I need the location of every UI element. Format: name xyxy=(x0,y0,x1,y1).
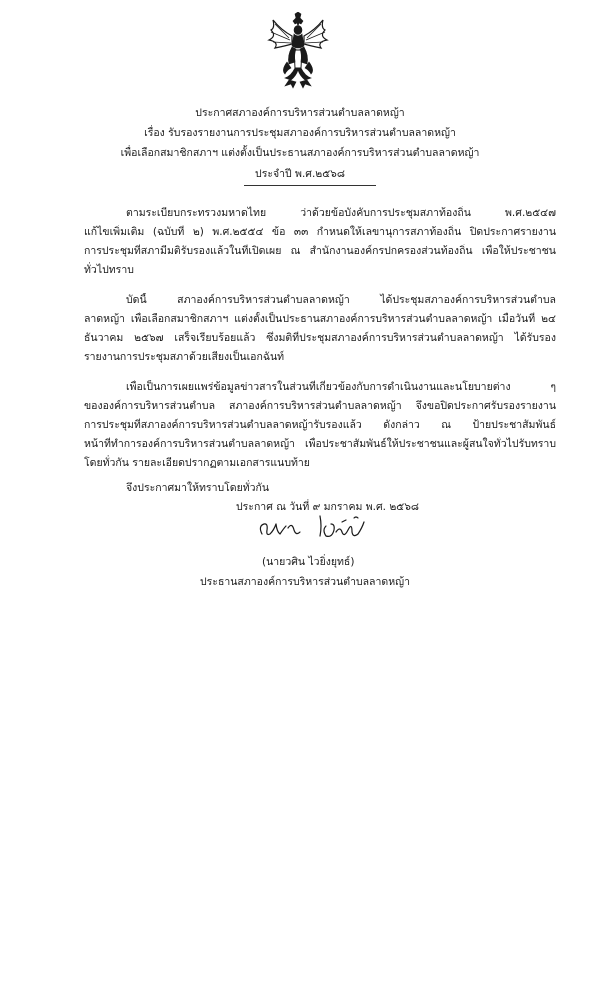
paragraph-1-line: การประชุมที่สภามีมติรับรองแล้วในที่เปิดเผย ณ สำนักงานองค์กรปกครองส่วนท้องถิ่น เพื่อให้ประชาชน xyxy=(84,245,556,257)
date-line: ประกาศ ณ วันที่ ๙ มกราคม พ.ศ. ๒๕๖๘ xyxy=(236,501,419,513)
paragraph-2-line: ธันวาคม ๒๕๖๗ เสร็จเรียบร้อยแล้ว ซึ่งมติที่ประชุมสภาองค์การบริหารส่วนตำบลลาดหญ้า ได้รับรอง xyxy=(84,332,556,344)
signatory-name: (นายวศิน ไวยิ่งยุทธ์) xyxy=(262,556,355,568)
signatory-position: ประธานสภาองค์การบริหารส่วนตำบลลาดหญ้า xyxy=(200,576,410,588)
announcement-title: ประกาศสภาองค์การบริหารส่วนตำบลลาดหญ้า xyxy=(195,107,405,119)
paragraph-3-line: หน้าที่ทำการองค์การบริหารส่วนตำบลลาดหญ้า เพื่อประชาสัมพันธ์ให้ประชาชนและผู้สนใจทั่วไปรับทราบ xyxy=(84,438,556,450)
handwritten-signature xyxy=(248,508,378,542)
paragraph-2-line: บัดนี้ สภาองค์การบริหารส่วนตำบลลาดหญ้า ได้ประชุมสภาองค์การบริหารส่วนตำบล xyxy=(126,294,556,306)
paragraph-3-line: ขององค์การบริหารส่วนตำบล สภาองค์การบริหารส่วนตำบลลาดหญ้า จึงขอปิดประกาศรับรองรายงาน xyxy=(84,400,556,412)
paragraph-1-line: ตามระเบียบกระทรวงมหาดไทย ว่าด้วยข้อบังคับการประชุมสภาท้องถิ่น พ.ศ.๒๕๔๗ xyxy=(126,207,556,219)
paragraph-2-line: ลาดหญ้า เพื่อเลือกสมาชิกสภาฯ แต่งตั้งเป็นประธานสภาองค์การบริหารส่วนตำบลลาดหญ้า เมื่อวันที่ ๒๔ xyxy=(84,313,556,325)
garuda-emblem-icon xyxy=(265,12,331,90)
closing-text: จึงประกาศมาให้ทราบโดยทั่วกัน xyxy=(126,482,270,494)
subject-line: เรื่อง รับรองรายงานการประชุมสภาองค์การบริหารส่วนตำบลลาดหญ้า xyxy=(144,127,456,139)
paragraph-1-line: แก้ไขเพิ่มเติม (ฉบับที่ ๒) พ.ศ.๒๕๕๔ ข้อ ๓๓ กำหนดให้เลขานุการสภาท้องถิ่น ปิดประกาศรายงาน xyxy=(84,226,556,238)
paragraph-1-line: ทั่วไปทราบ xyxy=(84,264,134,276)
paragraph-3-line: การประชุมที่สภาองค์การบริหารส่วนตำบลลาดหญ้ารับรองแล้ว ดังกล่าว ณ ป้ายประชาสัมพันธ์ xyxy=(84,419,556,431)
paragraph-3-line: เพื่อเป็นการเผยแพร่ข้อมูลข่าวสารในส่วนที่เกี่ยวข้องกับการดำเนินงานและนโยบายต่าง ๆ xyxy=(126,381,556,393)
year-line: ประจำปี พ.ศ.๒๕๖๘ xyxy=(255,168,345,180)
subject-line-2: เพื่อเลือกสมาชิกสภาฯ แต่งตั้งเป็นประธานสภาองค์การบริหารส่วนตำบลลาดหญ้า xyxy=(120,147,480,159)
paragraph-2-line: รายงานการประชุมสภาด้วยเสียงเป็นเอกฉันท์ xyxy=(84,351,285,363)
paragraph-3-line: โดยทั่วกัน รายละเอียดปรากฏตามเอกสารแนบท้าย xyxy=(84,457,310,469)
separator-line xyxy=(244,185,376,186)
